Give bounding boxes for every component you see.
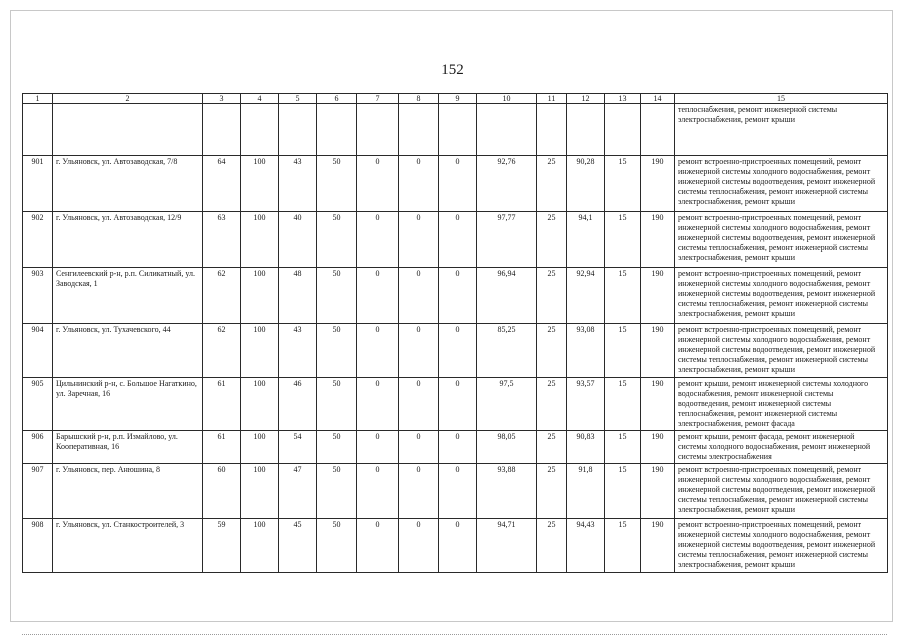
value-cell: 0 bbox=[399, 464, 439, 519]
value-cell: 0 bbox=[439, 324, 477, 378]
works-cell: ремонт встроенно-пристроенных помещений, ремонт инженерной системы холодного водоснабжения, ремонт инженерной системы водоотведения, ремонт инженерной системы теплоснабжения, ремонт инженерной системы электроснабжения, ремонт крыши bbox=[675, 519, 888, 573]
value-cell: 100 bbox=[241, 324, 279, 378]
value-cell: 100 bbox=[241, 378, 279, 431]
value-cell: 0 bbox=[439, 212, 477, 268]
column-header: 10 bbox=[477, 94, 537, 104]
value-cell: 15 bbox=[605, 156, 641, 212]
value-cell: 25 bbox=[537, 519, 567, 573]
value-cell: 100 bbox=[241, 464, 279, 519]
value-cell: 94,43 bbox=[567, 519, 605, 573]
column-header: 2 bbox=[53, 94, 203, 104]
value-cell: 50 bbox=[317, 519, 357, 573]
column-header: 13 bbox=[605, 94, 641, 104]
value-cell: 0 bbox=[439, 378, 477, 431]
value-cell: 25 bbox=[537, 156, 567, 212]
value-cell: 190 bbox=[641, 212, 675, 268]
value-cell: 50 bbox=[317, 268, 357, 324]
column-header: 15 bbox=[675, 94, 888, 104]
value-cell: 100 bbox=[241, 519, 279, 573]
works-cell: ремонт встроенно-пристроенных помещений, ремонт инженерной системы холодного водоснабжения, ремонт инженерной системы водоотведения, ремонт инженерной системы теплоснабжения, ремонт инженерной системы электроснабжения, ремонт крыши bbox=[675, 156, 888, 212]
row-number-cell: 905 bbox=[23, 378, 53, 431]
value-cell: 25 bbox=[537, 378, 567, 431]
row-number-cell: 901 bbox=[23, 156, 53, 212]
continuation-row bbox=[23, 104, 888, 156]
works-cell: ремонт встроенно-пристроенных помещений, ремонт инженерной системы холодного водоснабжения, ремонт инженерной системы водоотведения, ремонт инженерной системы теплоснабжения, ремонт инженерной системы электроснабжения, ремонт крыши bbox=[675, 324, 888, 378]
value-cell: 90,83 bbox=[567, 431, 605, 464]
address-cell: г. Ульяновск, ул. Станкостроителей, 3 bbox=[53, 519, 203, 573]
value-cell: 0 bbox=[357, 268, 399, 324]
table-row bbox=[23, 464, 888, 519]
value-cell: 0 bbox=[399, 268, 439, 324]
value-cell: 0 bbox=[357, 156, 399, 212]
value-cell: 15 bbox=[605, 324, 641, 378]
column-header: 12 bbox=[567, 94, 605, 104]
value-cell: 0 bbox=[399, 156, 439, 212]
value-cell: 0 bbox=[439, 156, 477, 212]
value-cell: 43 bbox=[279, 324, 317, 378]
column-header: 3 bbox=[203, 94, 241, 104]
value-cell: 0 bbox=[357, 212, 399, 268]
value-cell: 50 bbox=[317, 378, 357, 431]
value-cell: 0 bbox=[357, 324, 399, 378]
value-cell: 93,88 bbox=[477, 464, 537, 519]
value-cell: 98,05 bbox=[477, 431, 537, 464]
value-cell: 0 bbox=[439, 268, 477, 324]
column-header: 6 bbox=[317, 94, 357, 104]
table-row bbox=[23, 212, 888, 268]
address-cell: Сенгилеевский р-н, р.п. Силикатный, ул. Заводская, 1 bbox=[53, 268, 203, 324]
value-cell: 100 bbox=[241, 431, 279, 464]
row-number-cell: 903 bbox=[23, 268, 53, 324]
value-cell: 0 bbox=[357, 519, 399, 573]
value-cell: 47 bbox=[279, 464, 317, 519]
value-cell: 15 bbox=[605, 519, 641, 573]
value-cell: 62 bbox=[203, 324, 241, 378]
column-header: 8 bbox=[399, 94, 439, 104]
value-cell: 50 bbox=[317, 156, 357, 212]
value-cell: 0 bbox=[399, 324, 439, 378]
value-cell: 62 bbox=[203, 268, 241, 324]
value-cell: 60 bbox=[203, 464, 241, 519]
value-cell: 0 bbox=[357, 431, 399, 464]
value-cell: 63 bbox=[203, 212, 241, 268]
column-header: 9 bbox=[439, 94, 477, 104]
value-cell: 15 bbox=[605, 431, 641, 464]
value-cell: 96,94 bbox=[477, 268, 537, 324]
page-number: 152 bbox=[441, 62, 464, 78]
address-cell: г. Ульяновск, ул. Тухачевского, 44 bbox=[53, 324, 203, 378]
value-cell: 0 bbox=[439, 464, 477, 519]
value-cell: 15 bbox=[605, 464, 641, 519]
value-cell: 15 bbox=[605, 212, 641, 268]
value-cell: 50 bbox=[317, 431, 357, 464]
value-cell: 48 bbox=[279, 268, 317, 324]
column-header: 4 bbox=[241, 94, 279, 104]
works-cell: ремонт крыши, ремонт фасада, ремонт инженерной системы холодного водоснабжения, ремонт инженерной системы электроснабжения bbox=[675, 431, 888, 464]
value-cell: 25 bbox=[537, 212, 567, 268]
value-cell: 15 bbox=[605, 378, 641, 431]
address-cell: г. Ульяновск, ул. Автозаводская, 7/8 bbox=[53, 156, 203, 212]
value-cell: 92,76 bbox=[477, 156, 537, 212]
address-cell: г. Ульяновск, пер. Анюшина, 8 bbox=[53, 464, 203, 519]
scan-edge bbox=[22, 634, 887, 638]
works-cell: ремонт встроенно-пристроенных помещений, ремонт инженерной системы холодного водоснабжения, ремонт инженерной системы водоотведения, ремонт инженерной системы теплоснабжения, ремонт инженерной системы электроснабжения, ремонт крыши bbox=[675, 268, 888, 324]
value-cell: 0 bbox=[439, 519, 477, 573]
value-cell: 50 bbox=[317, 464, 357, 519]
address-cell: г. Ульяновск, ул. Автозаводская, 12/9 bbox=[53, 212, 203, 268]
value-cell: 0 bbox=[357, 464, 399, 519]
table-row bbox=[23, 431, 888, 464]
row-number-cell: 904 bbox=[23, 324, 53, 378]
value-cell: 25 bbox=[537, 324, 567, 378]
value-cell: 97,5 bbox=[477, 378, 537, 431]
value-cell: 25 bbox=[537, 464, 567, 519]
value-cell: 90,28 bbox=[567, 156, 605, 212]
value-cell: 0 bbox=[399, 212, 439, 268]
value-cell: 0 bbox=[357, 378, 399, 431]
value-cell: 25 bbox=[537, 431, 567, 464]
value-cell: 190 bbox=[641, 156, 675, 212]
table-row bbox=[23, 324, 888, 378]
value-cell: 190 bbox=[641, 324, 675, 378]
table-row bbox=[23, 268, 888, 324]
value-cell: 92,94 bbox=[567, 268, 605, 324]
address-cell: Барышский р-н, р.п. Измайлово, ул. Кооперативная, 16 bbox=[53, 431, 203, 464]
table-row bbox=[23, 519, 888, 573]
value-cell: 97,77 bbox=[477, 212, 537, 268]
value-cell: 45 bbox=[279, 519, 317, 573]
value-cell: 40 bbox=[279, 212, 317, 268]
column-header: 11 bbox=[537, 94, 567, 104]
value-cell: 91,8 bbox=[567, 464, 605, 519]
value-cell: 0 bbox=[399, 431, 439, 464]
value-cell: 61 bbox=[203, 431, 241, 464]
value-cell: 0 bbox=[399, 378, 439, 431]
column-header: 1 bbox=[23, 94, 53, 104]
works-cell: ремонт встроенно-пристроенных помещений, ремонт инженерной системы холодного водоснабжения, ремонт инженерной системы водоотведения, ремонт инженерной системы теплоснабжения, ремонт инженерной системы электроснабжения, ремонт крыши bbox=[675, 212, 888, 268]
value-cell: 85,25 bbox=[477, 324, 537, 378]
value-cell: 59 bbox=[203, 519, 241, 573]
value-cell: 93,57 bbox=[567, 378, 605, 431]
value-cell: 100 bbox=[241, 156, 279, 212]
value-cell: 64 bbox=[203, 156, 241, 212]
value-cell: 190 bbox=[641, 378, 675, 431]
address-cell: Цильнинский р-н, с. Большое Нагаткино, ул. Заречная, 16 bbox=[53, 378, 203, 431]
value-cell: 50 bbox=[317, 324, 357, 378]
table-row bbox=[23, 156, 888, 212]
value-cell: 15 bbox=[605, 268, 641, 324]
value-cell: 61 bbox=[203, 378, 241, 431]
column-number-row bbox=[23, 94, 888, 104]
value-cell: 54 bbox=[279, 431, 317, 464]
value-cell: 0 bbox=[399, 519, 439, 573]
value-cell: 50 bbox=[317, 212, 357, 268]
row-number-cell: 907 bbox=[23, 464, 53, 519]
column-header: 7 bbox=[357, 94, 399, 104]
value-cell: 93,08 bbox=[567, 324, 605, 378]
works-cell: теплоснабжения, ремонт инженерной системы электроснабжения, ремонт крыши bbox=[675, 104, 888, 156]
works-cell: ремонт крыши, ремонт инженерной системы холодного водоснабжения, ремонт инженерной системы водоотведения, ремонт инженерной системы теплоснабжения, ремонт инженерной системы электроснабжения, ремонт фасада bbox=[675, 378, 888, 431]
value-cell: 190 bbox=[641, 464, 675, 519]
table-row bbox=[23, 378, 888, 431]
value-cell: 46 bbox=[279, 378, 317, 431]
column-header: 14 bbox=[641, 94, 675, 104]
column-header: 5 bbox=[279, 94, 317, 104]
value-cell: 100 bbox=[241, 212, 279, 268]
value-cell: 94,1 bbox=[567, 212, 605, 268]
value-cell: 190 bbox=[641, 431, 675, 464]
value-cell: 94,71 bbox=[477, 519, 537, 573]
value-cell: 25 bbox=[537, 268, 567, 324]
works-cell: ремонт встроенно-пристроенных помещений, ремонт инженерной системы холодного водоснабжения, ремонт инженерной системы водоотведения, ремонт инженерной системы теплоснабжения, ремонт инженерной системы электроснабжения, ремонт крыши bbox=[675, 464, 888, 519]
value-cell: 190 bbox=[641, 519, 675, 573]
value-cell: 43 bbox=[279, 156, 317, 212]
value-cell: 0 bbox=[439, 431, 477, 464]
value-cell: 100 bbox=[241, 268, 279, 324]
register-table bbox=[22, 93, 888, 573]
row-number-cell: 902 bbox=[23, 212, 53, 268]
row-number-cell: 906 bbox=[23, 431, 53, 464]
value-cell: 190 bbox=[641, 268, 675, 324]
row-number-cell: 908 bbox=[23, 519, 53, 573]
